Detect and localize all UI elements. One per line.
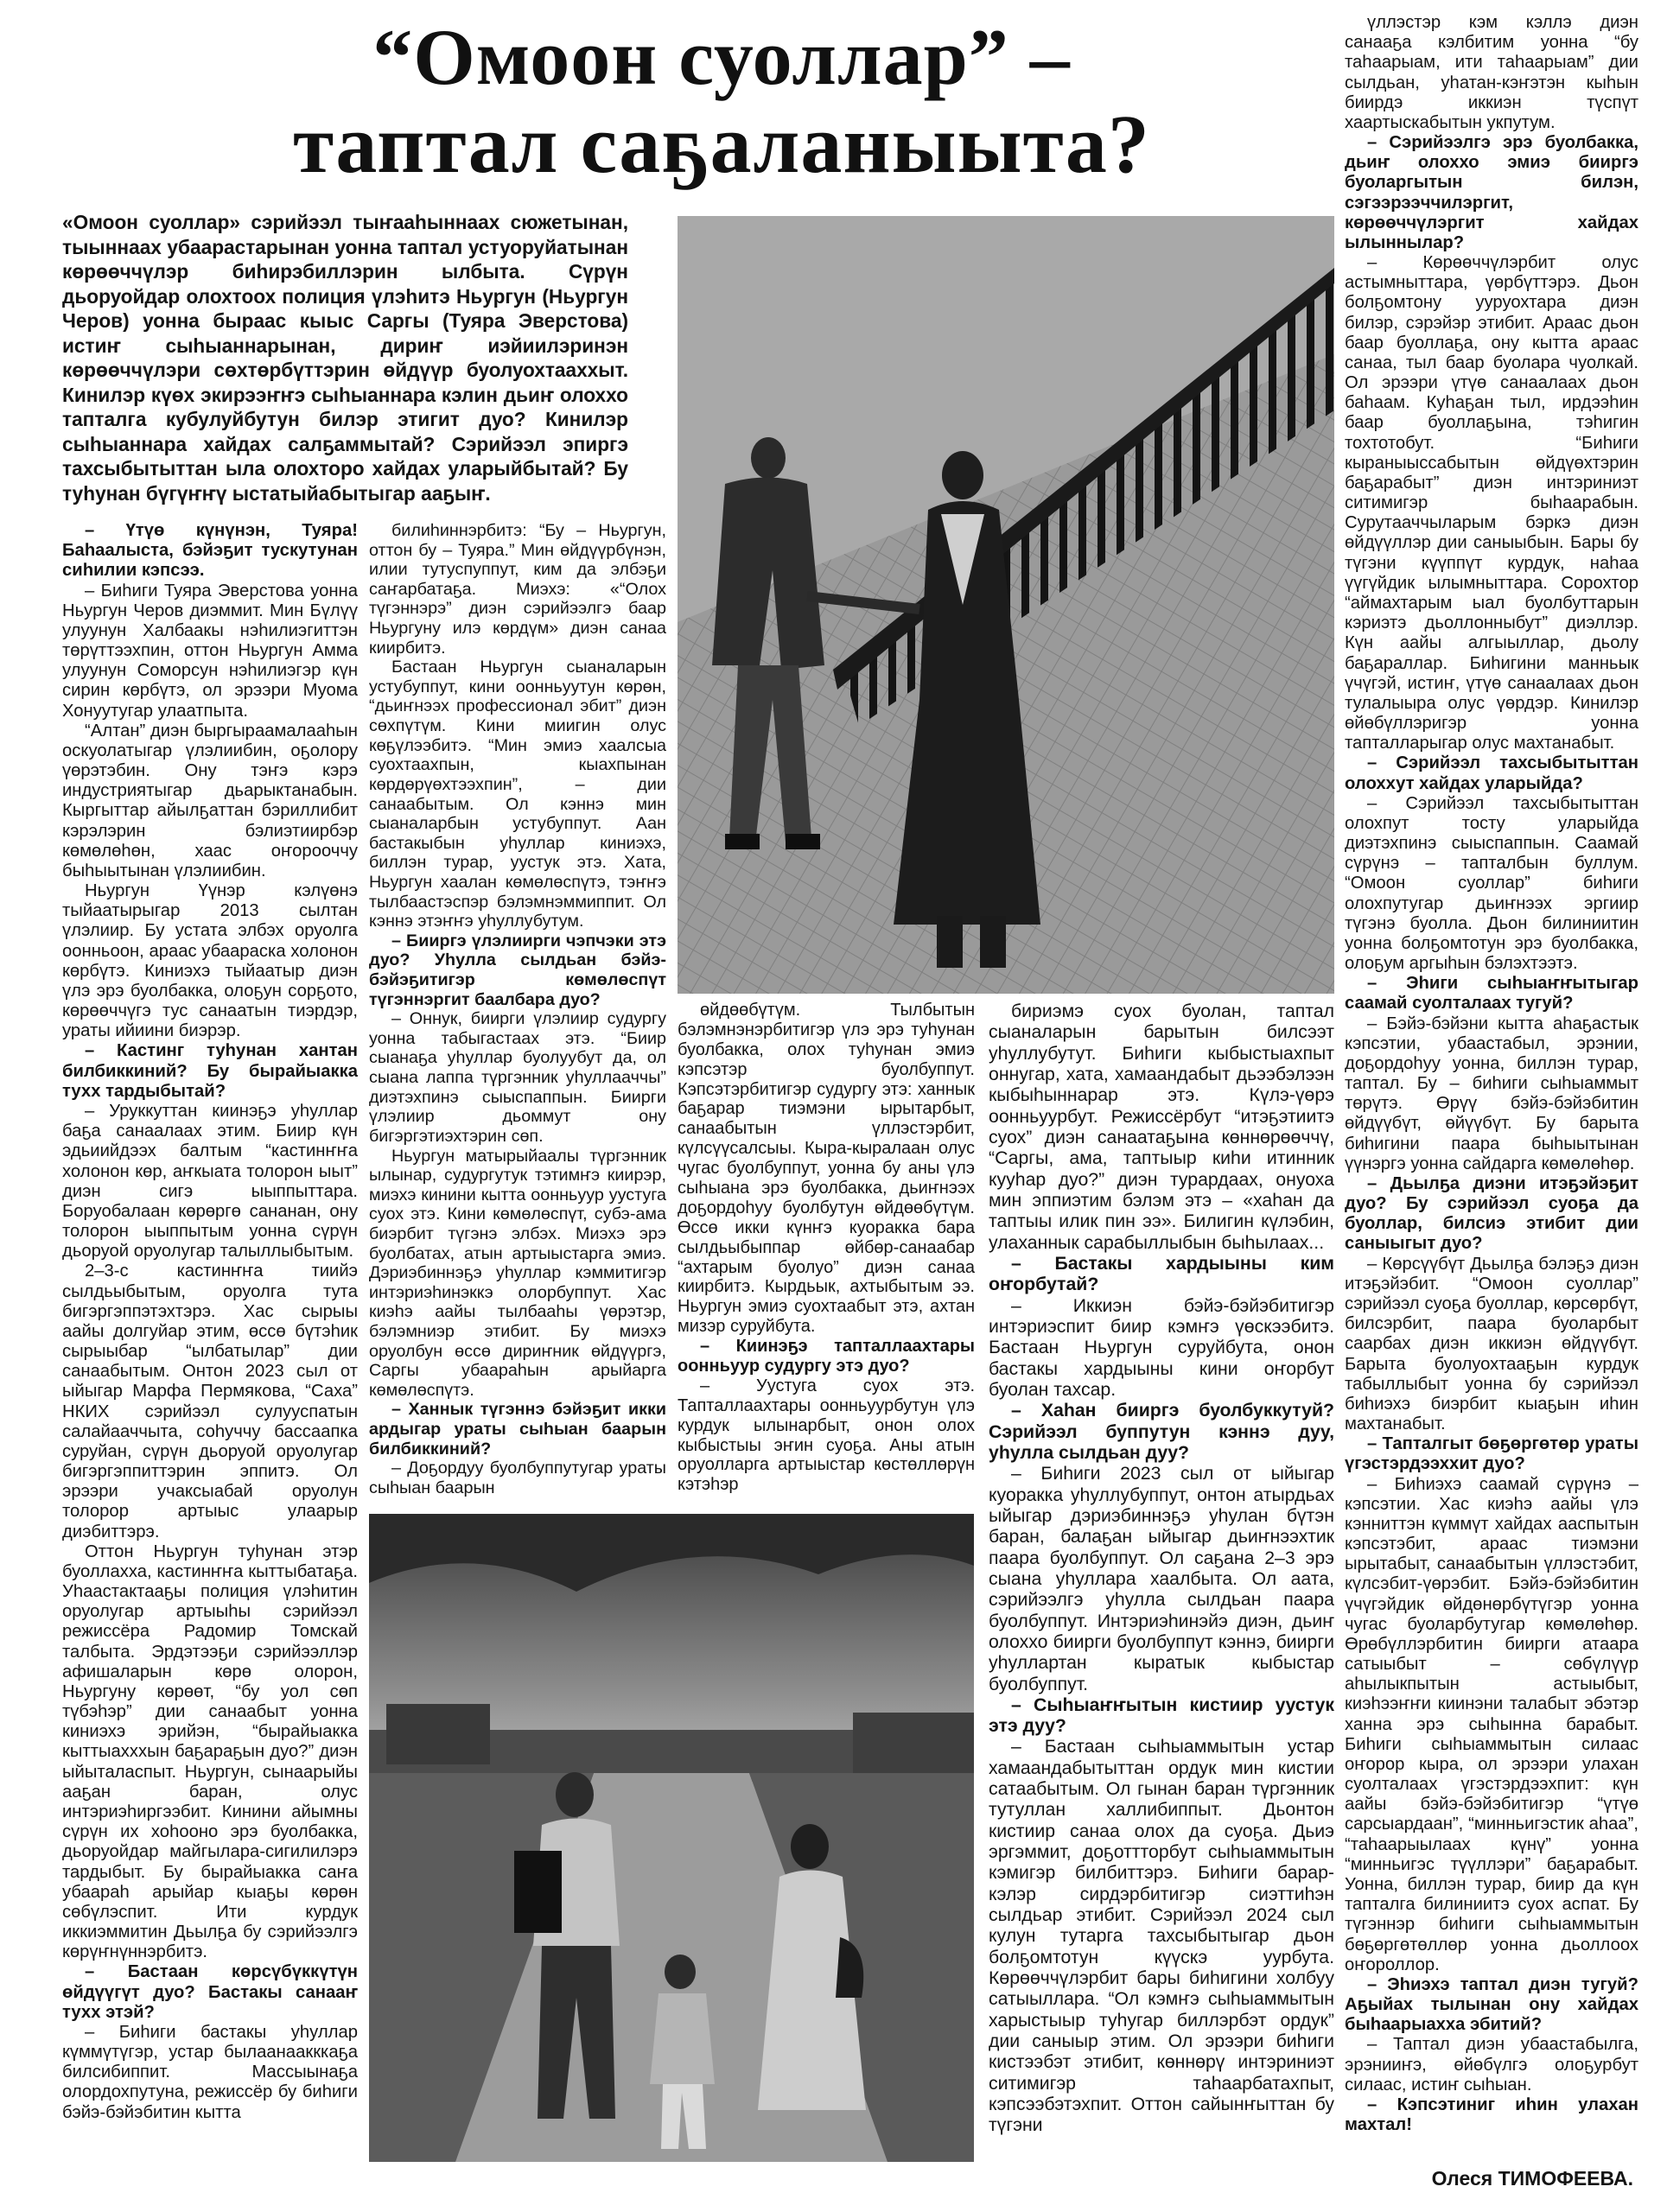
interview-question: – Кэпсэтиниг иһин улахан махтал! — [1345, 2094, 1638, 2135]
interview-paragraph: – Биһиэхэ саамай сүрүнэ – кэпсэтии. Хас киэһэ аайы үлэ кэнниттэн күммүт хайдах ааспытын кэпсэтэбит, араас тиэмэни ырытабыт, санаабытын үллэстэбит, күлсэбит-үөрэбит. Бэйэ-бэйэбитин үчүгэйдик өйдөнөрбүтүгэр уонна чугас буоларбутугар көмөлөһөр. Өрөбүллэрбитин биирги атаара сатыыбыт – сөбүлүүр аһылыкпытын астыыбыт, киэһээҥҥи киинэни талабыт эбэтэр ханна эрэ сыһынна барабыт. Биһиги сыһыаммытын силаас оҥорор кыра, ол эрээри улахан суолталаах үгэстэрдээхпит: күн аайы бэйэ-бэйэбитигэр “үтүө сарсыардаан”, “минньигэстик аһаа”, “таһаарыылаах күнү” уонна “минньигэс түүллэри” баҕарабыт. Уонна, биллэн турар, биир да күн тапталга билиниитэ суох аспат. Бу түгэннэр биһиги сыһыаммытын бөҕөргөтөллөр уонна дьоллоох оҥороллор. — [1345, 1474, 1638, 1974]
couple-walking-photo — [678, 216, 1334, 994]
interview-question: – Сыһыаҥҥытын кистиир уустук этэ дуу? — [989, 1694, 1334, 1737]
interview-paragraph: – Доҕордуу буолбуппутугар ураты сыһыан баарын — [369, 1459, 666, 1497]
interview-paragraph: – Сэрийээл тахсыбытыттан олохпут тосту уларыйда диэтэхпинэ сыыспаппын. Саамай сүрүнэ – тапталбын буллум. “Омоон суоллар” биһиги олохпутугар дьиҥнээх эргиир түгэнэ буолла. Дьон билиниитин уонна болҕомтотун эрэ буолбакка, олоҕум аргыһын бэлэхтээтэ. — [1345, 793, 1638, 974]
interview-paragraph: үллэстэр кэм кэллэ диэн санааҕа кэлбитим уонна “бу таһаарыам, ити таһаарыам” дии сылдьан, уһатан-кэҥэтэн кыһын биирдэ иккиэн түспүт хаартыскабытын укпутум. — [1345, 13, 1638, 132]
interview-paragraph: Ньургун матырыйаалы түргэнник ылынар, судургутук тэтимҥэ киирэр, миэхэ кинини кытта оонньуур уустуга суох этэ. Кини көмөлөспүт, субэ-ама биэрбит түгэнэ элбэх. Миэхэ эрэ буолбатах, атын артыыстарга эмиэ. Дэриэбиннэҕэ уһуллар кэммитигэр интэриэһинэккэ олорбуппут. Хас киэһэ аайы тылбааһы үөрэтэр, бэлэмниэр этибит. Бу миэхэ оруолбун өссө дириҥник өйдүүргэ, Саргы убаараһын арыйарга көмөлөспүтэ. — [369, 1146, 666, 1400]
interview-question: – Сэрийээл тахсыбытыттан олоххут хайдах уларыйда? — [1345, 753, 1638, 793]
interview-paragraph: – Бастаан сыһыаммытын устар хамаандабытыттан ордук мин кистии сатаабытым. Ол гынан баран түргэнник тутуллан халлибиппыт. Дьонтон кистиир санаа олох да суоҕа. Дьиэ эргэммит, доҕоттторбут сыһыаммытын кэмигэр билбиттэрэ. Биһиги барар-кэлэр сирдэрбитигэр сиэттиһэн сылдьар этибит. Сэрийээл 2024 сыл кулун тутарга тахсыбытыгар дьон болҕомтотун күүскэ уурбута. Көрөөччүлэрбит бары биһигини холбуу сатыыллара. “Ол кэмҥэ сыһыаммытын харыстыыр туһугар биллэрбэт ордук” дии саныыр этим. Ол эрээри биһиги кистээбэт этибит, көннөрү интэриниэт ситимигэр таһаарбатахпыт, кэпсээбэтэхпит. Оттон сайынҥыттан бу түгэни — [989, 1736, 1334, 2136]
interview-question: – Ханнык түгэннэ бэйэҕит икки ардыгар ураты сыһыан баарын билбиккиний? — [369, 1400, 666, 1459]
interview-paragraph: 2–3-с кастинҥҥа тиийэ сылдьыбытым, оруолга тута бигэргэппэтэхтэрэ. Хас сырыы аайы долгуйар этим, өссө бүтэһик сырыыбар “ылбатылар” дии санаабытым. Онтон 2023 сыл от ыйыгар Марфа Пермякова, “Саха” НКИХ сэрийээл сулууспатын салайааччыта, соһуччу бассаапка суруйан, сүрүн дьоруой оруолугар бигэргэппиттэрин эппитэ. Ол эрээри учаксыабай оруолун толорор артыыс улаарыр диэбиттэрэ. — [62, 1262, 358, 1541]
interview-paragraph: – Биһиги Туяра Эверстова уонна Ньургун Черов диэммит. Мин Бүлүү улуунун Халбаакы нэһилиэгиттэн төрүттээхпин, оттон Ньургун Амма улуунун Соморсун нэһилиэгэр күн сирин көрбүтэ, ол эрээри Муома Хонуутугар улаатпыта. — [62, 581, 358, 721]
article-column-3 — [678, 1001, 975, 1495]
interview-question: – Бастаан көрсүбүккүтүн өйдүүгүт дуо? Бастакы санааҥ тухх этэй? — [62, 1962, 358, 2022]
article-column-1 — [62, 521, 358, 2123]
interview-paragraph: – Биһиги 2023 сыл от ыйыгар куоракка уһуллубуппут, онтон атырдьах ыйыгар дэриэбиннэҕэ уһулан бүтэн баран, балаҕан ыйыгар дьиҥнээхтик паара буолбуппут. Ол саҕана 2–3 эрэ сыана уһуллара хаалбыта. Ол аата, сэрийээлгэ уһулла сылдьан паара буолбуппут. Интэриэһинэйэ диэн, дьиҥ олоххо биирги буолбуппут кэннэ, биирги уһуллартан кыратык кыбыстар буолбуппут. — [989, 1463, 1334, 1694]
interview-question: – Кастинг туһунан хантан билбиккиний? Бу бырайыакка тухх тардыбытай? — [62, 1041, 358, 1101]
interview-paragraph: Оттон Ньургун туһунан этэр буоллахха, кастинҥҥа кыттыбатаҕа. Уһаастактааҕы полиция үлэһитин оруолугар артыыһы сэрийээл режиссёра Радомир Томскай талбыта. Эрдэтээҕи сэрийээллэр афишаларын көрө олорон, Ньургуну көрөөт, “бу уол сөп түбэһэр” дии санаабыт уонна киниэхэ эрийэн, “бырайыакка кыттыахххын баҕараҕын дуо?” диэн ыйыталаспыт. Ньургун, сынаарыйы ааҕан баран, олус интэриэһиргээбит. Кинини айымны сүрүн их хоһооно эрэ буолбакка, дьоруойдар майгылара-сигилилэрэ тардыбыт. Бу бырайыакка саҥа убаараһ арыйар кыаҕы көрөн сөбүлэспит. Ити курдук иккиэммитин Дьылҕа бу сэрийээлгэ көрүҥнүннэрбитэ. — [62, 1541, 358, 1962]
interview-question: – Дьылҕа диэни итэҕэйэҕит дуо? Бу сэрийээл суоҕа да буоллар, билсиэ этибит дии саныыгыт дуо? — [1345, 1173, 1638, 1254]
author-signature: Олеся ТИМОФЕЕВА. — [1431, 2167, 1633, 2190]
interview-question: – Бастакы хардыыны ким оҥорбутай? — [989, 1252, 1334, 1295]
interview-question: – Эһиги сыһыаҥҥытыгар саамай суолталаах тугуй? — [1345, 974, 1638, 1014]
interview-question: – Сэрийээлгэ эрэ буолбакка, дьиҥ олоххо эмиэ бииргэ буоларгытын билэн, сэгээрээччилэргит, көрөөччүлэргит хайдах ылыннылар? — [1345, 133, 1638, 252]
article-column-5 — [1345, 13, 1638, 2135]
interview-question: – Киинэҕэ тапталлаахтары оонньуур судургу этэ дуо? — [678, 1337, 975, 1376]
lead-paragraph: «Омоон суоллар» сэрийээл тыҥааһыннаах сюжетынан, тыыннаах убаарастарынан уонна таптал устуоруйатынан көрөөччүлэр биһирэбиллэрин ылбыта. Сүрүн дьоруойдар олохтоох полиция үлэһитэ Ньургун (Ньургун Черов) уонна быраас кыыс Саргы (Туяра Эверстова) истиҥ сыһыаннарынан, дириҥ иэйиилэринэн көрөөччүлэри сөхтөрбүттэрин өйдүүр буолуохтааххыт. Кинилэр күөх экирээҥҥэ сыһыаннара кэлин дьиҥ олоххо тапталга кубулуйбутун билэр этигит дуо? Кинилэр сыһыаннара хайдах салҕаммытай? Сэрийээл эпиргэ тахсыбытыттан ыла олохторо хайдах уларыйбытай? Бу туһунан бүгүҥҥү ыстатыйабытыгар ааҕыҥ. — [62, 211, 628, 505]
headline-line-1: “Омоон суоллар” – — [372, 13, 1071, 101]
interview-paragraph: Ньургун Үүнэр кэлүөнэ тыйаатырыгар 2013 сылтан үлэлиир. Бу устата элбэх оруолга оонньоон, араас убаараска холонон көрбүтэ. Киниэхэ тыйаатыр диэн үлэ эрэ буолбакка, олоҕун сорҕото, көрөөччүгэ тус санаатын тиэрдэр, ураты ийиини биэрэр. — [62, 881, 358, 1041]
interview-paragraph: – Таптал диэн убаастабылга, эрэнииҥэ, өйөбүлгэ олоҕурбут силаас, истиҥ сыһыан. — [1345, 2035, 1638, 2094]
interview-paragraph: бириэмэ суох буолан, таптал сыаналарын барытын билсээт уһуллубутут. Биһиги кыбыстыахпыт оннугар, хата, хамаандабыт дьээбэлээн кыбыһыннарар этэ. Күлэ-үөрэ оонньуурбут. Режиссёрбут “итэҕэтиитэ суох” диэн санаатаҕына көннөрөөччү, “Саргы, ама, таптыыр киһи итинник кууһар дуо?” диэн турардаах, онуоха мин эппиэтим бэлэм этэ – «хаһан да таптыы илик пин ээ». Билигин күлэбин, улаханнык сарабыллыбын быһылаах... — [989, 1001, 1334, 1253]
interview-question: – Бииргэ үлэлиирги чэпчэки этэ дуо? Уһулла сылдьан бэйэ-бэйэҕитигэр көмөлөспүт түгэннэргит баалбара дуо? — [369, 931, 666, 1009]
interview-paragraph: өйдөөбүтүм. Тылбытын бэлэмнэнэрбитигэр үлэ эрэ туһунан буолбакка, олох туһунан эмиэ кэпсэтэр буолбуппут. Кэпсэтэрбитигэр судургу этэ: ханнык баҕарар тиэмэни ырытарбыт, санаабытын үллэстэрбит, күлсүүсалсыы. Кыра-кыралаан олус чугас буолбуппут, уонна бу аны үлэ сыһыана эрэ буолбакка, дьиҥнээх доҕордоһуу буолбутун өйдөөбүтүм. Өссө икки күнҥэ куоракка бара сылдьыбыппар өйбөр-санаабар “ахтарым буолуо” диэн санаа киирбитэ. Кырдьык, ахтыбытым ээ. Ньургун эмиэ суохтаабыт этэ, ахтан мизэр суруйбута. — [678, 1001, 975, 1337]
interview-question: – Тапталгыт бөҕөргөтөр ураты үгэстэрдээххит дуо? — [1345, 1434, 1638, 1474]
interview-paragraph: – Бэйэ-бэйэни кытта аһаҕастык кэпсэтии, убаастабыл, эрэнии, доҕордоһуу уонна, биллэн турар, таптал. Бу – биһиги сыһыаммыт төрүтэ. Өрүү бэйэ-бэйэбитин өйдүүбүт, өйүүбүт. Бу барыта биһигини паара быһыытынан үүнэргэ уонна сайдарга көмөлөһөр. — [1345, 1014, 1638, 1173]
family-photo-drawing — [369, 1514, 974, 2162]
interview-paragraph: – Оннук, биирги үлэлиир судургу уонна табыгастаах этэ. “Биир сыанаҕа уһуллар буолуубут да, ол сыана лаппа түргэнник уһуллааччы” диэтэхпинэ сыыспаппын. Биирги үлэлиир дьоммут ону бигэргэтиэхтэрин сөп. — [369, 1009, 666, 1146]
interview-paragraph: – Уустуга суох этэ. Тапталлаахтары оонньуурбутун үлэ курдук ылынарбыт, онон олох кыбыстыы эҥин суоҕа. Аны атын оруолларга артыыстар көстөллөрүн кэтэһэр — [678, 1376, 975, 1495]
interview-paragraph: – Көрөөччүлэрбит олус астымныттара, үөрбүттэрэ. Дьон болҕомтону ууруохтара диэн билэр, сэрэйэр этибит. Араас дьон баар буоллаҕа, ону кытта араас санаа, тыл баар буолара чуолкай. Ол эрээри үтүө санаалаах дьон баһаам. Куһаҕан тыл, ирдээһин баар буоллаҕына, тэһигин тохтотобут. “Биһиги кыраныыссабытын өйдүөхтэрин баҕарабыт” диэн интэриниэт ситимигэр быһаарабын. Сурутааччыларым бэркэ диэн өйдүүллэр дии саныыбын. Бары бу түгэни күүппүт курдук, наһаа үүгүйдик ылымныттара. Сорохтор “аймахтарым ыал буолбуттарын кэриэтэ дьоллонныбут” диэллэр. Күн аайы алгыыллар, дьолу баҕараллар. Биһигини манньык үчүгэй, истиҥ, үтүө санаалаах дьон тулалыыра олус үөрдэр. Кинилэр өйөбүллэригэр уонна тапталларыгар олус махтанабыт. — [1345, 253, 1638, 753]
interview-paragraph: – Уруккуттан киинэҕэ уһуллар баҕа санаалаах этим. Биир күн эдьиийдээх балтым “кастинҥҥа холонон көр, аҥкыата толорон ыыт” диэн сигэ ыыппыттара. Боруобалаан көрөргө сананан, ону толорон ыыппытым уонна сүрүн дьоруой оруолугар талыллыбытым. — [62, 1101, 358, 1262]
headline-line-2: таптал саҕаланыыта? — [293, 97, 1150, 190]
interview-paragraph: Бастаан Ньургун сыаналарын устубуппут, кини оонньуутун көрөн, “дьиҥнээх профессионал эбит” диэн сөхпүтүм. Кини миигин олус көҕүлээбитэ. “Мин эмиэ хаалсыа суохтаахпын, кыахпынан көрдөрүөхтээхпин”, – дии санаабытым. Ол кэннэ мин сыаналарбын устубуппут. Аан бастакыбын уһуллар киниэхэ, биллэн турар, уустук этэ. Хата, Ньургун хаалан көмөлөспүтэ, тэҥҥэ тылбаастэспэр бэлэмнэммиппит. Ол кэннэ этэҥҥэ уһуллубутум. — [369, 658, 666, 931]
interview-question: – Эһиэхэ таптал диэн тугуй? Аҕыйах тылынан ону хайдах быһаарыахха эбитий? — [1345, 1974, 1638, 2035]
headline — [190, 13, 1253, 190]
article-column-2 — [369, 521, 666, 1497]
couple-photo-drawing — [678, 216, 1334, 994]
interview-paragraph: – Көрсүүбүт Дьылҕа бэлэҕэ диэн итэҕэйэбит. “Омоон суоллар” сэрийээл суоҕа буоллар, көрсөрбүт, билсэрбит, паара буоларбыт саарбах диэн иккиэн өйдүүбүт. Барыта буолуохтааҕын курдук табыллыбыт уонна бу сэрийээл биһиэхэ биэрбит кыаҕын иһин махтанабыт. — [1345, 1254, 1638, 1434]
interview-paragraph: “Алтан” диэн быргыраамалааһын оскуолатыгар үлэлиибин, оҕолору үөрэтэбин. Ону тэҥэ кэрэ индустриятыгар дьарыктанабын. Кыргыттар айылҕаттан бэриллибит кэрэлэрин бэлиэтиирбэр көмөлөһөн, хаас оҥорооччу быһыытынан үлэлиибин. — [62, 721, 358, 880]
interview-paragraph: билиһиннэрбитэ: “Бу – Ньургун, оттон бу – Туяра.” Мин өйдүүрбүнэн, илии тутуспуппут, ким да элбэҕи саҥарбатаҕа. Миэхэ: «“Олох түгэннэрэ” диэн сэрийээлгэ баар Ньургуну илэ көрдүм» диэн санаа киирбитэ. — [369, 521, 666, 658]
interview-question: – Хаһан бииргэ буолбуккутуй? Сэрийээл буппутун кэннэ дуу, уһулла сылдьан дуу? — [989, 1400, 1334, 1463]
family-walking-photo — [369, 1514, 974, 2162]
interview-paragraph: – Биһиги бастакы уһуллар күммүтүгэр, устар былаанаакккаҕа билсибиппит. Массыынаҕа олордохпутуна, режиссёр бу биһиги бэйэ-бэйэбитин кытта — [62, 2022, 358, 2122]
interview-question: – Үтүө күнүнэн, Туяра! Баһаалыста, бэйэҕит тускутунан сиһилии кэпсээ. — [62, 521, 358, 581]
interview-paragraph: – Иккиэн бэйэ-бэйэбитигэр интэриэспит биир кэмҥэ үөскээбитэ. Бастаан Ньургун суруйбута, онон бастакы хардыыны кини оҥорбут буолан тахсар. — [989, 1294, 1334, 1400]
article-column-4 — [989, 1001, 1334, 2136]
